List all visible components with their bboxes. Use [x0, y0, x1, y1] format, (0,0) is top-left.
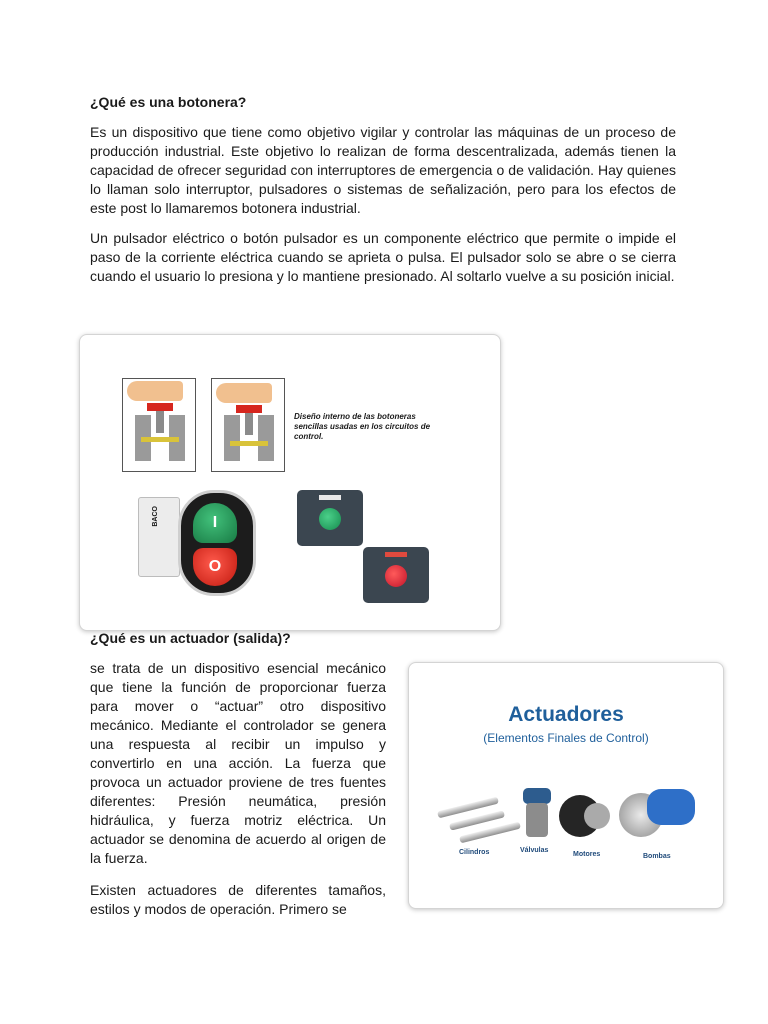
pushbutton-diagram-released: [122, 378, 196, 472]
label-motores: Motores: [573, 851, 601, 858]
valve-image: [523, 788, 551, 804]
heading-actuador: ¿Qué es un actuador (salida)?: [90, 630, 291, 646]
red-button-station: [363, 547, 429, 603]
paragraph-actuador-types: Existen actuadores de diferentes tamaños, estilos y modos de operación. Primero se: [90, 882, 386, 917]
double-pushbutton: [178, 490, 256, 596]
figure-subtitle: (Elementos Finales de Control): [483, 731, 649, 745]
label-bombas: Bombas: [643, 853, 671, 860]
figure-title: Actuadores: [508, 703, 624, 726]
paragraph-actuador-definition: se trata de un dispositivo esencial mecánico que tiene la función de proporcionar fuerza para mover o “actuar” otro dispositivo mecánico. Mediante el controlador se genera una respuesta al recibir un impulso y convertirlo en una acción. La fuerza que provoca un actuador proviene de tres fuentes diferentes: Presión neumática, presión hidráulica, y fuerza motriz eléctrica. Un actuador se denomina de acuerdo al origen de la fuerza.: [90, 660, 386, 866]
heading-botonera: ¿Qué es una botonera?: [90, 94, 247, 110]
actuadores-figure: [408, 662, 724, 909]
red-stop-button: O: [193, 548, 237, 586]
green-button-station: [297, 490, 363, 546]
green-start-button: I: [193, 503, 237, 543]
label-valvulas: Válvulas: [520, 847, 549, 854]
botonera-figure: [79, 334, 501, 631]
label-cilindros: Cilindros: [459, 849, 490, 856]
paragraph-pulsador: Un pulsador eléctrico o botón pulsador es un componente eléctrico que permite o impide el paso de la corriente eléctrica cuando se aprieta o pulsa. El pulsador solo se abre o se cierra cuando el usuario lo presiona y lo mantiene presionado. Al soltarlo vuelve a su posición inicial.: [90, 230, 676, 284]
figure-caption: Diseño interno de las botoneras sencillas usadas en los circuitos de control.: [294, 412, 431, 441]
brand-label: BACO: [152, 506, 159, 527]
pushbutton-diagram-pressed: [211, 378, 285, 472]
contact-block: [138, 497, 180, 577]
paragraph-botonera-definition: Es un dispositivo que tiene como objetivo vigilar y controlar las máquinas de un proceso de producción industrial. Este objetivo lo realizan de forma descentralizada, además tienen la capacidad de ofrecer seguridad con interruptores de emergencia o de validación. Hay quienes lo llaman solo interruptor, pulsadores o sistemas de señalización, pero para los efectos de este post lo llamaremos botonera industrial.: [90, 124, 676, 216]
